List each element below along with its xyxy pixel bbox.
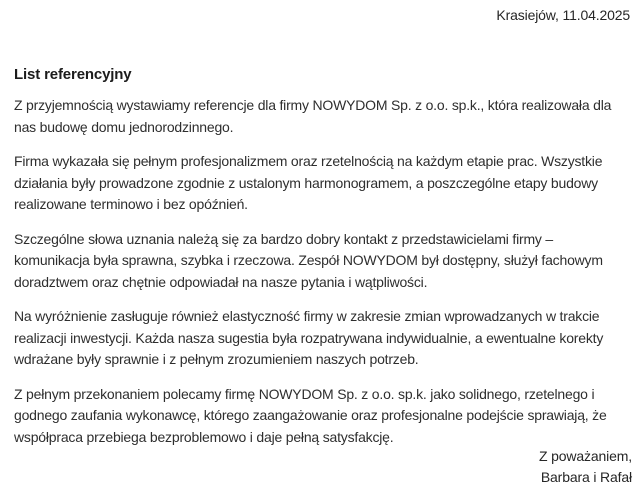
paragraph-flexibility: Na wyróżnienie zasługuje również elastyczność firmy w zakresie zmian wprowadzanych w trakcie realizacji inwestycji. Każda nasza sugestia była rozpatrywana indywidualnie, a ewentualne korekty wdrażane były sprawnie i z pełnym zrozumieniem naszych potrzeb. xyxy=(14,308,604,367)
date-line: Krasiejów, 11.04.2025 xyxy=(496,7,630,23)
letter-title: List referencyjny xyxy=(14,66,132,83)
closing-line: Z poważaniem, xyxy=(539,448,632,464)
paragraph-recommendation: Z pełnym przekonaniem polecamy firmę NOWYDOM Sp. z o.o. sp.k. jako solidnego, rzetelnego i godnego zaufania wykonawcę, którego zaangażowanie oraz profesjonalne podejście sprawiają, że współpraca przebiega bezproblemowo i daje pełną satysfakcję. xyxy=(14,385,607,445)
paragraph-intro: Z przyjemnością wystawiamy referencje dla firmy NOWYDOM Sp. z o.o. sp.k., która realizowała dla nas budowę domu jednorodzinnego. xyxy=(14,97,612,135)
signature-names: Barbara i Rafał xyxy=(540,469,632,485)
signature-block xyxy=(539,446,632,488)
letter-body xyxy=(14,95,630,448)
paragraph-communication: Szczególne słowa uznania należą się za bardzo dobry kontakt z przedstawicielami firmy – komunikacja była sprawna, szybka i rzeczowa. Zespół NOWYDOM był dostępny, służył fachowym doradztwem oraz chętnie odpowiadał na nasze pytania i wątpliwości. xyxy=(14,230,603,290)
paragraph-professionalism: Firma wykazała się pełnym profesjonalizmem oraz rzetelnością na każdym etapie prac. Wszystkie działania były prowadzone zgodnie z ustalonym harmonogramem, a poszczególne etapy budowy realizowane terminowo i bez opóźnień. xyxy=(14,153,603,212)
